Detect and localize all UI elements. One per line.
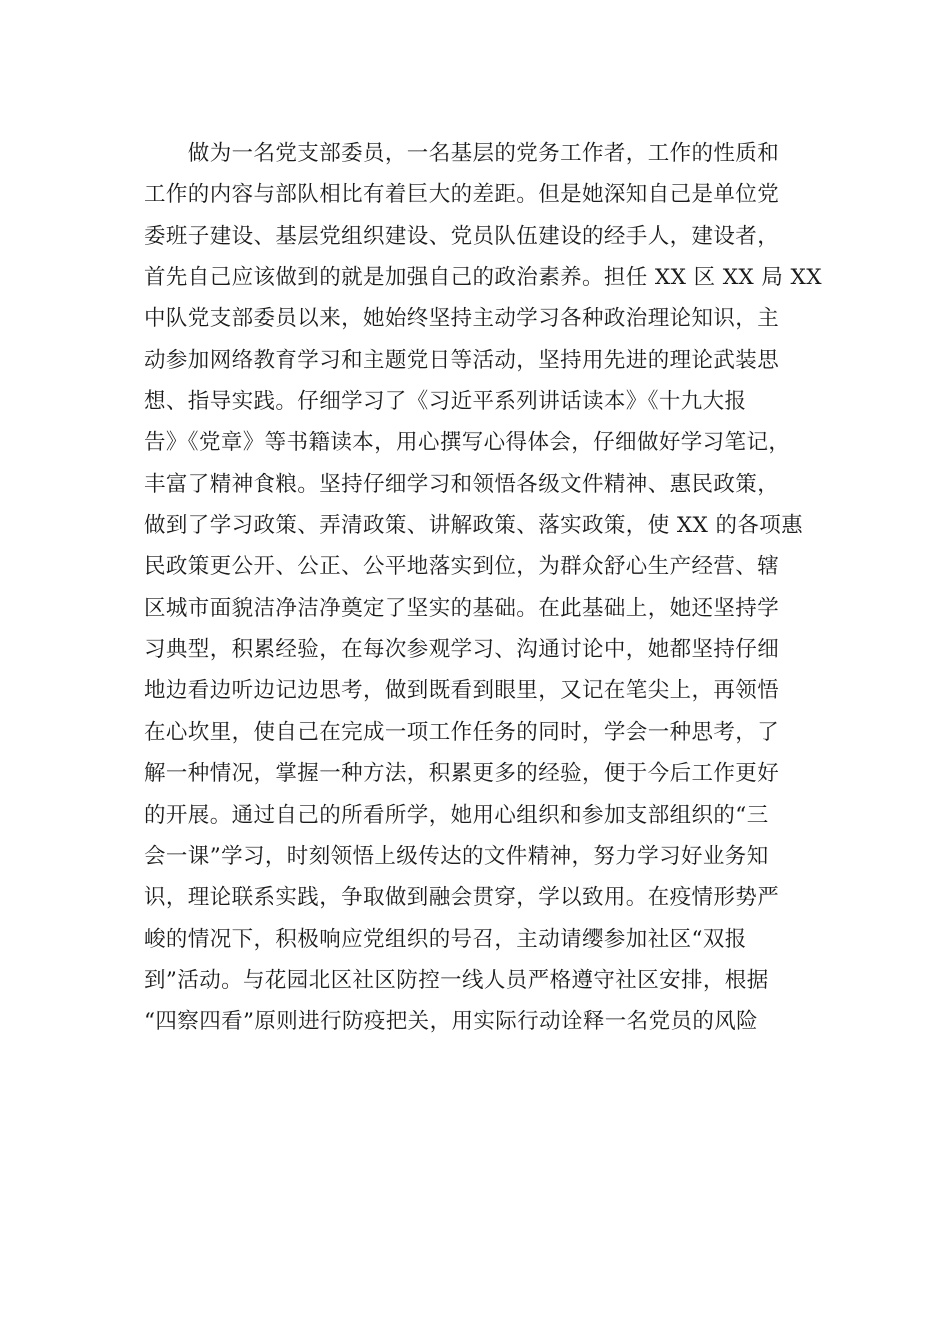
text-line: 告》《党章》等书籍读本，用心撰写心得体会，仔细做好学习笔记， (144, 430, 791, 456)
text-line: 民政策更公开、公正、公平地落实到位，为群众舒心生产经营、辖 (144, 554, 780, 580)
text-line: 识，理论联系实践，争取做到融会贯穿，学以致用。在疫情形势严 (144, 885, 780, 911)
body-paragraph (144, 133, 824, 1043)
text-line: 想、指导实践。仔细学习了《习近平系列讲话读本》《十九大报 (144, 389, 747, 415)
text-line: 习典型，积累经验，在每次参观学习、沟通讨论中，她都坚持仔细 (144, 637, 780, 663)
text-line: 地边看边听边记边思考，做到既看到眼里，又记在笔尖上，再领悟 (144, 678, 780, 704)
text-line: “四察四看”原则进行防疫把关，用实际行动诠释一名党员的风险 (144, 1009, 759, 1035)
text-line: 动参加网络教育学习和主题党日等活动，坚持用先进的理论武装思 (144, 347, 780, 373)
text-line: 峻的情况下，积极响应党组织的号召，主动请缨参加社区“双报 (144, 926, 747, 952)
text-line: 首先自己应该做到的就是加强自己的政治素养。担任 XX 区 XX 局 XX (144, 265, 822, 291)
text-line: 工作的内容与部队相比有着巨大的差距。但是她深知自己是单位党 (144, 182, 780, 208)
text-line: 在心坎里，使自己在完成一项工作任务的同时，学会一种思考，了 (144, 719, 780, 745)
text-line: 解一种情况，掌握一种方法，积累更多的经验，便于今后工作更好 (144, 761, 780, 787)
text-line: 会一课”学习，时刻领悟上级传达的文件精神，努力学习好业务知 (144, 843, 769, 869)
text-line: 委班子建设、基层党组织建设、党员队伍建设的经手人，建设者， (144, 223, 780, 249)
text-line: 区城市面貌洁净洁净奠定了坚实的基础。在此基础上，她还坚持学 (144, 595, 780, 621)
text-line: 做为一名党支部委员，一名基层的党务工作者，工作的性质和 (144, 141, 780, 166)
text-line: 做到了学习政策、弄清政策、讲解政策、落实政策，使 XX 的各项惠 (144, 513, 804, 539)
text-line: 中队党支部委员以来，她始终坚持主动学习各种政治理论知识，主 (144, 306, 780, 332)
text-line: 到”活动。与花园北区社区防控一线人员严格遵守社区安排，根据 (144, 967, 769, 993)
text-line: 丰富了精神食粮。坚持仔细学习和领悟各级文件精神、惠民政策， (144, 471, 780, 497)
text-line: 的开展。通过自己的所看所学，她用心组织和参加支部组织的“三 (144, 802, 769, 828)
